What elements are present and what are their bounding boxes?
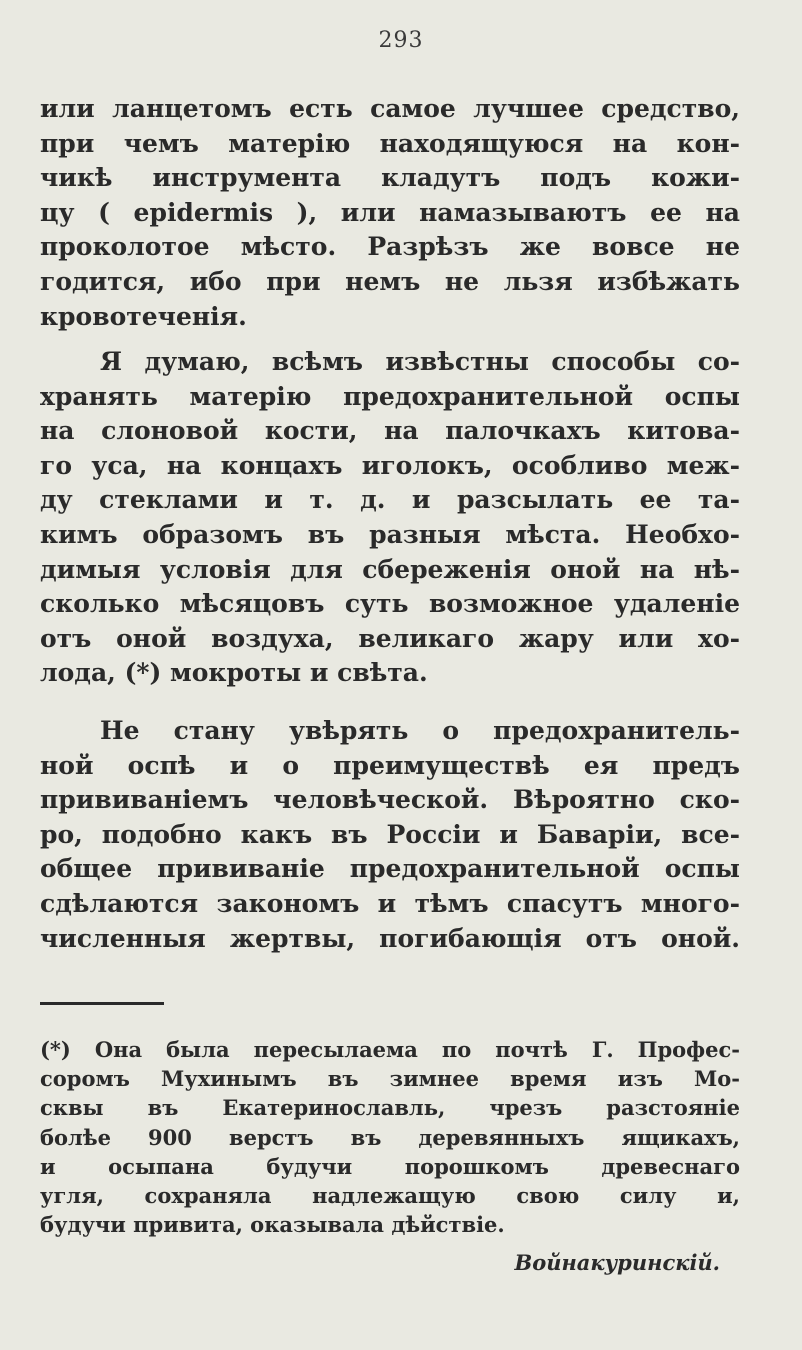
text-line: при чемъ матерiю находящуюся на кон- — [40, 128, 740, 158]
paragraph-2 — [40, 345, 740, 691]
text-line: численныя жертвы, погибающiя отъ оной. — [40, 923, 740, 953]
author-signature: Войнакуринскiй. — [514, 1250, 720, 1275]
paragraph-3 — [40, 714, 740, 956]
paragraph-1 — [40, 92, 740, 334]
text-line: прививанiемъ человѣческой. Вѣроятно ско- — [40, 785, 740, 815]
text-line: го уса, на концахъ иголокъ, особливо меж- — [40, 450, 740, 480]
footnote-line: будучи привита, оказывала дѣйствiе. — [40, 1212, 505, 1238]
text-line: кровотеченiя. — [40, 301, 247, 331]
footnote-line: и осыпана будучи порошкомъ древеснаго — [40, 1153, 740, 1179]
text-line: годится, ибо при немъ не льзя избѣжать — [40, 266, 740, 296]
text-line: чикѣ инструмента кладутъ подъ кожи- — [40, 163, 740, 193]
text-line: цу ( epidermis ), или намазываютъ ее на — [40, 197, 740, 227]
footnote-line: сквы въ Екатеринославль, чрезъ разстоянiе — [40, 1095, 740, 1121]
footnote — [40, 1035, 740, 1239]
text-line: лода, (*) мокроты и свѣта. — [40, 658, 428, 688]
footnote-line: соромъ Мухинымъ въ зимнее время изъ Мо- — [40, 1066, 740, 1092]
page-number: 293 — [378, 28, 424, 53]
text-line: сколько мѣсяцовъ суть возможное удаленiе — [40, 589, 740, 619]
text-line: на слоновой кости, на палочкахъ китова- — [40, 416, 740, 446]
footnote-line: угля, сохраняла надлежащую свою силу и, — [40, 1182, 740, 1208]
text-line: или ланцетомъ есть самое лучшее средство, — [40, 94, 740, 123]
text-line: хранять матерiю предохранительной оспы — [40, 381, 740, 411]
text-line: Не стану увѣрять о предохранитель- — [100, 716, 740, 745]
text-line: общее прививанiе предохранительной оспы — [40, 854, 740, 884]
text-line: сдѣлаются закономъ и тѣмъ спасутъ много- — [40, 888, 740, 918]
text-line: кимъ образомъ въ разныя мѣста. Необхо- — [40, 519, 740, 549]
text-line: проколотое мѣсто. Разрѣзъ же вовсе не — [40, 232, 740, 262]
text-line: Я думаю, всѣмъ извѣстны способы со- — [100, 347, 740, 376]
text-line: ду стеклами и т. д. и разсылать ее та- — [40, 485, 740, 515]
text-line: димыя условiя для сбереженiя оной на нѣ- — [40, 554, 740, 584]
text-line: отъ оной воздуха, великаго жару или хо- — [40, 623, 740, 653]
footnote-line: болѣе 900 верстъ въ деревянныхъ ящикахъ, — [40, 1124, 740, 1150]
footnote-line: (*) Она была пересылаема по почтѣ Г. Профес- — [40, 1037, 740, 1062]
text-line: ной оспѣ и о преимуществѣ ея предъ — [40, 750, 740, 780]
text-line: ро, подобно какъ въ Россiи и Баварiи, все- — [40, 819, 740, 849]
footnote-divider — [40, 1002, 164, 1005]
